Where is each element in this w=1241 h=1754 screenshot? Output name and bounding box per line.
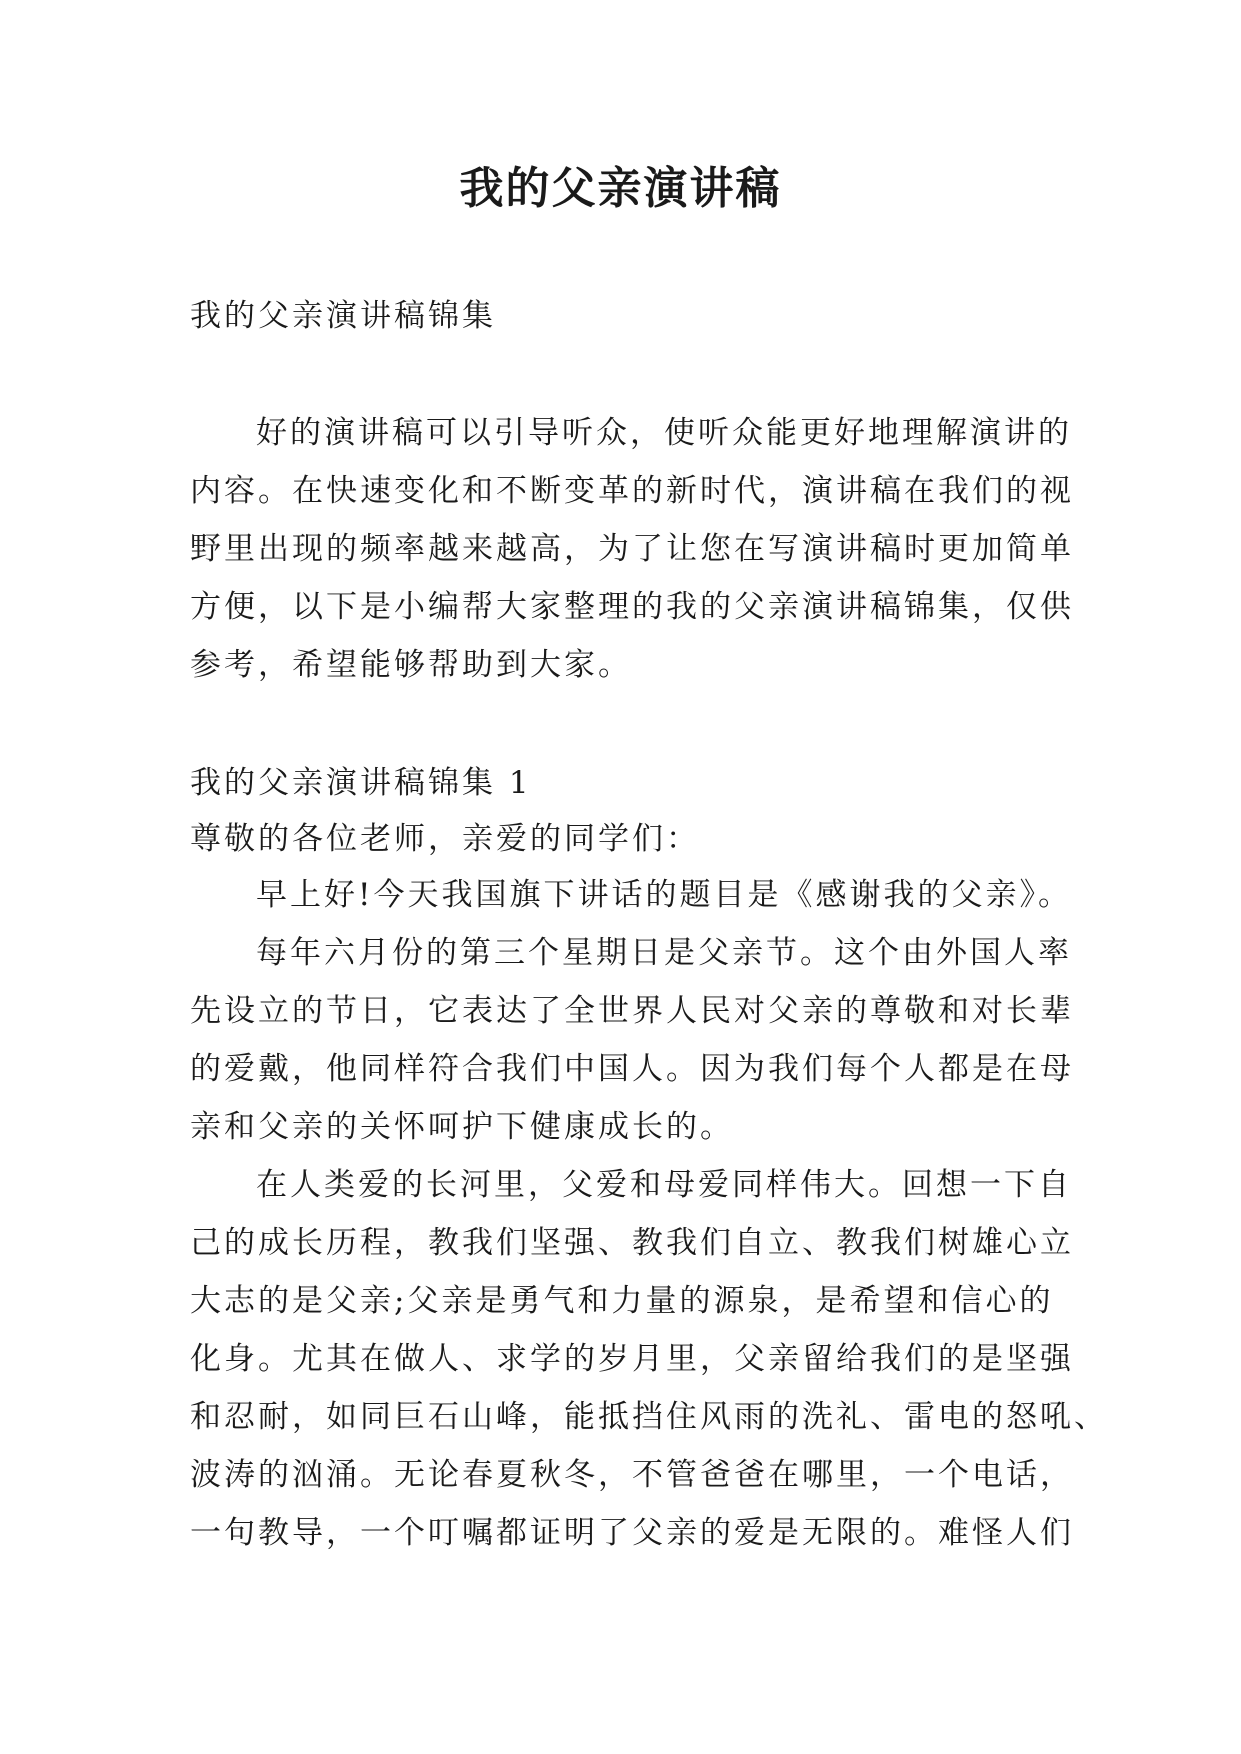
body-line: 己的成长历程，教我们坚强、教我们自立、教我们树雄心立: [190, 1225, 1074, 1261]
body-line: 在人类爱的长河里，父爱和母爱同样伟大。回想一下自: [256, 1167, 1072, 1203]
intro-line: 内容。在快速变化和不断变革的新时代，演讲稿在我们的视: [190, 473, 1074, 509]
body-line: 每年六月份的第三个星期日是父亲节。这个由外国人率: [256, 935, 1072, 971]
document-title: 我的父亲演讲稿: [459, 163, 782, 214]
body-line: 亲和父亲的关怀呵护下健康成长的。: [190, 1109, 734, 1145]
body-line: 的爱戴，他同样符合我们中国人。因为我们每个人都是在母: [190, 1051, 1074, 1087]
body-line: 先设立的节日，它表达了全世界人民对父亲的尊敬和对长辈: [190, 993, 1074, 1029]
body-line: 早上好!今天我国旗下讲话的题目是《感谢我的父亲》。: [256, 877, 1072, 913]
greeting: 尊敬的各位老师，亲爱的同学们：: [190, 821, 700, 857]
subtitle: 我的父亲演讲稿锦集: [190, 298, 496, 334]
body-line: 一句教导，一个叮嘱都证明了父亲的爱是无限的。难怪人们: [190, 1515, 1074, 1551]
body-line: 大志的是父亲;父亲是勇气和力量的源泉，是希望和信心的: [190, 1283, 1054, 1319]
intro-line: 方便，以下是小编帮大家整理的我的父亲演讲稿锦集，仅供: [190, 589, 1074, 625]
section-heading: 我的父亲演讲稿锦集 1: [190, 765, 532, 801]
intro-line: 野里出现的频率越来越高，为了让您在写演讲稿时更加简单: [190, 531, 1074, 567]
body-line: 和忍耐，如同巨石山峰，能抵挡住风雨的洗礼、雷电的怒吼、: [190, 1399, 1108, 1435]
body-line: 波涛的汹涌。无论春夏秋冬，不管爸爸在哪里，一个电话，: [190, 1457, 1074, 1493]
intro-line: 好的演讲稿可以引导听众，使听众能更好地理解演讲的: [256, 415, 1072, 451]
intro-line: 参考，希望能够帮助到大家。: [190, 647, 632, 683]
body-line: 化身。尤其在做人、求学的岁月里，父亲留给我们的是坚强: [190, 1341, 1074, 1377]
